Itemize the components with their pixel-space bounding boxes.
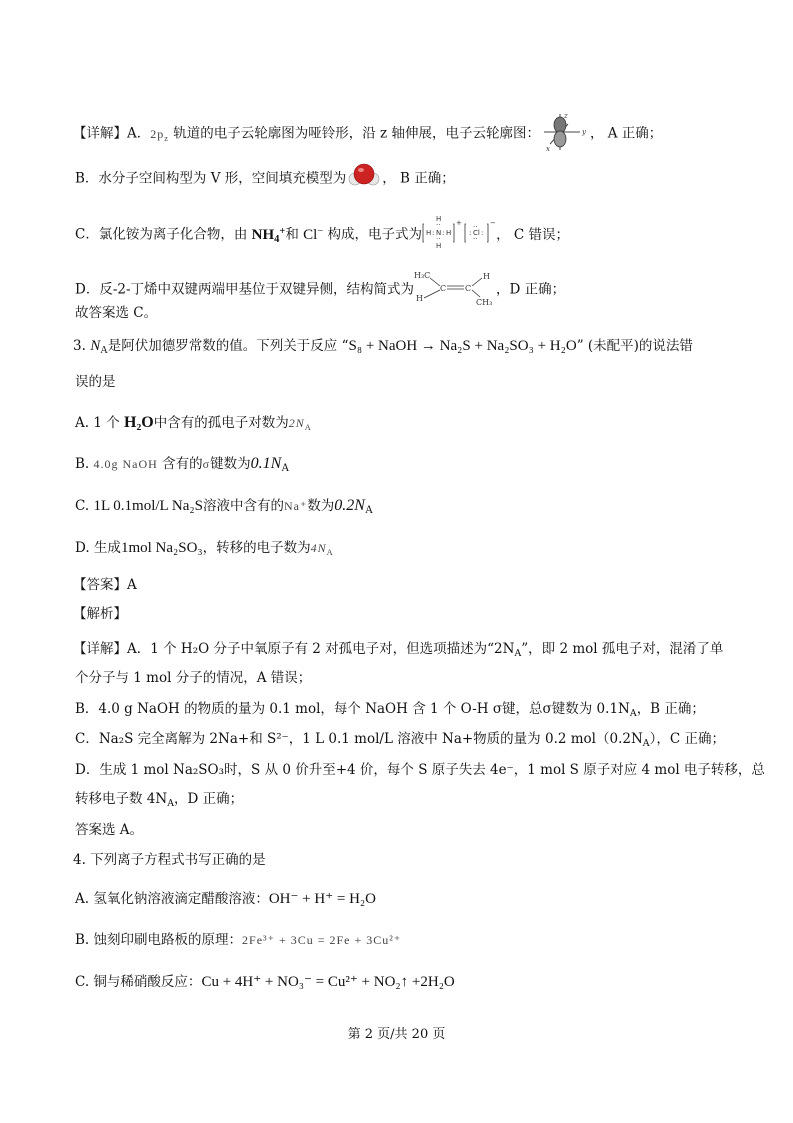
detail-b-line xyxy=(75,163,455,195)
svg-text:··: ·· xyxy=(436,235,441,243)
q3-stem-line1 xyxy=(73,336,693,361)
detail-a-text: 轨道的电子云轮廓图为哑铃形，沿 z 轴伸展，电子云轮廓图： xyxy=(168,125,540,142)
q3-option-c: C. 1L 0.1mol/L Na₂S溶液中含有的Na⁺数为$0.2N_A$ xyxy=(75,497,374,516)
q3-option-b: B. 4.0g NaOH 含有的σ键数为$0.1N_A$ xyxy=(75,455,290,474)
detail-c-line xyxy=(75,215,569,255)
svg-text:−: − xyxy=(490,219,496,227)
chloride-formula: Cl− xyxy=(303,225,324,243)
q3-exp-b: B．4.0 g NaOH 的物质的量为 0.1 mol，每个 NaOH 含 1 个 O-H σ键，总σ键数为 $0.1N_A$，B 正确； xyxy=(75,701,705,719)
ammonium-formula: $NH_4^+$ xyxy=(251,225,286,245)
detail-a-prefix: 【详解】A． xyxy=(73,125,151,142)
q3-exp-d1: D．生成 1 mol Na₂SO₃时，S 从 0 价升至+4 价，每个 S 原子失去 4e⁻，1 mol S 原子对应 4 mol 电子转移，总 xyxy=(75,762,765,778)
svg-text::: : xyxy=(442,229,445,237)
svg-text::: : xyxy=(432,229,435,237)
q3-exp-c: C．Na₂S 完全离解为 2Na+和 S²⁻，1 L 0.1 mol/L 溶液中 Na+物质的量为 0.2 $mol(0.2N_A)$，C 正确； xyxy=(75,731,725,749)
svg-text::: : xyxy=(481,229,484,237)
svg-text:CH₃: CH₃ xyxy=(476,298,493,306)
q3-stem-line2: 误的是 xyxy=(75,374,116,390)
svg-text:··: ·· xyxy=(436,221,441,229)
detail-answer: 故答案选 C。 xyxy=(75,305,158,321)
svg-text:N: N xyxy=(436,229,442,237)
q3-exp-a2: 个分子与 1 mol 分子的情况，A 错误； xyxy=(75,670,312,686)
detail-b-text: B．水分子空间构型为 V 形，空间填充模型为 xyxy=(75,170,347,187)
detail-c-result: ， C 错误； xyxy=(496,226,569,243)
svg-text:y: y xyxy=(581,128,586,136)
detail-c-and: 和 xyxy=(285,226,304,243)
svg-text:··: ·· xyxy=(473,223,478,231)
q4-option-c: C. 铜与稀硝酸反应：Cu + 4H⁺ + NO₃⁻ = Cu²⁺ + NO₂↑ +2H₂O xyxy=(75,974,455,990)
detail-d-result: ，D 正确； xyxy=(496,281,566,298)
svg-text:+: + xyxy=(456,219,462,227)
svg-text:x: x xyxy=(545,145,550,152)
q3-reaction: S₈ + NaOH → Na₂S + Na₂SO₃ + H₂O xyxy=(348,338,577,354)
trans-2-butene-structure xyxy=(414,268,496,312)
avogadro-symbol: $N_A$ xyxy=(90,338,108,356)
detail-c-text1: C．氯化铵为离子化合物，由 xyxy=(75,226,252,243)
q3-conclusion: 答案选 A。 xyxy=(75,822,144,838)
svg-text:H: H xyxy=(436,215,442,223)
q3-option-d: D. 生成1mol Na₂SO₃，转移的电子数为$4N_A$ xyxy=(75,540,334,557)
p-orbital-figure xyxy=(540,110,590,158)
svg-text:Cl: Cl xyxy=(473,229,480,237)
q3-option-a: A. 1 个 H₂O中含有的孤电子对数为$2N_A$ xyxy=(75,414,312,432)
q4-option-a: A. 氢氧化钠溶液滴定醋酸溶液：OH⁻ + H⁺ = H₂O xyxy=(75,891,376,907)
water-space-filling-model xyxy=(346,163,382,195)
svg-text:H: H xyxy=(483,272,491,281)
svg-text:··: ·· xyxy=(473,235,478,243)
q3-stem-text1: 是阿伏加德罗常数的值。下列关于反应 “ xyxy=(107,338,349,354)
svg-text:H: H xyxy=(446,229,452,237)
svg-text:C: C xyxy=(440,284,447,293)
svg-text:H: H xyxy=(416,294,424,303)
q3-exp-d2: 转移电子数 $4N_A$，D 正确； xyxy=(75,791,244,809)
svg-text:H: H xyxy=(426,229,432,237)
q3-number: 3. xyxy=(73,338,86,354)
svg-text:z: z xyxy=(563,112,568,120)
q3-analysis-label: 【解析】 xyxy=(73,606,127,622)
q3-answer-label: 【答案】A xyxy=(73,577,137,593)
detail-d-text: D．反-2-丁烯中双键两端甲基位于双键异侧，结构简式为 xyxy=(75,281,415,298)
svg-text::: : xyxy=(469,229,472,237)
svg-text:H: H xyxy=(436,242,442,249)
detail-a-result: ， A 正确； xyxy=(589,125,663,142)
svg-text:C: C xyxy=(465,284,472,293)
orbital-label: $2p_z$ xyxy=(150,126,169,143)
page-footer: 第 2 页/共 20 页 xyxy=(347,1027,446,1042)
q3-stem-text2: ” (未配平)的说法错 xyxy=(576,338,693,354)
q4-option-b: B. 蚀刻印刷电路板的原理：2Fe³⁺ + 3Cu = 2Fe + 3Cu²⁺ xyxy=(75,932,402,948)
detail-b-result: ， B 正确； xyxy=(382,170,455,187)
svg-text:H₃C: H₃C xyxy=(414,271,431,280)
q3-exp-a1: 【详解】A．1 个 H₂O 分子中氧原子有 2 对孤电子对，但选项描述为“$2N_A$”，即 2 mol 孤电子对，混淆了单 xyxy=(73,641,724,659)
q4-stem: 4. 下列离子方程式书写正确的是 xyxy=(73,852,266,868)
detail-c-text2: 构成，电子式为 xyxy=(323,226,423,243)
detail-a-line xyxy=(73,110,662,158)
